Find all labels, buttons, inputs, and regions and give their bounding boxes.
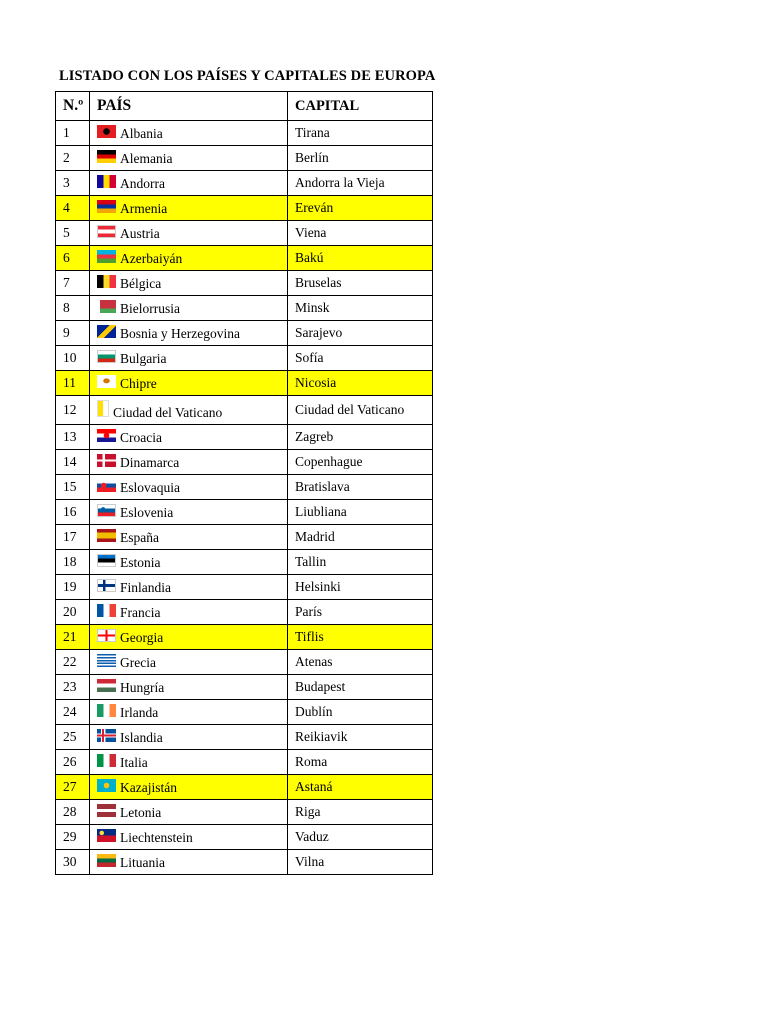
capital-cell: Ereván xyxy=(288,196,433,221)
table-row xyxy=(56,396,433,425)
country-cell xyxy=(90,825,288,850)
capital-cell: Reikiavik xyxy=(288,725,433,750)
cyprus-flag-icon xyxy=(97,375,116,388)
capital-cell: Roma xyxy=(288,750,433,775)
capital-cell: Copenhague xyxy=(288,450,433,475)
table-row xyxy=(56,775,433,800)
table-row xyxy=(56,271,433,296)
country-name: Estonia xyxy=(120,554,161,570)
country-cell xyxy=(90,700,288,725)
row-number: 7 xyxy=(56,271,90,296)
row-number: 24 xyxy=(56,700,90,725)
table-row xyxy=(56,425,433,450)
country-cell xyxy=(90,850,288,875)
country-cell xyxy=(90,525,288,550)
capital-cell: Ciudad del Vaticano xyxy=(288,396,433,425)
row-number: 2 xyxy=(56,146,90,171)
country-cell xyxy=(90,271,288,296)
country-cell xyxy=(90,246,288,271)
table-row xyxy=(56,675,433,700)
albania-flag-icon xyxy=(97,125,116,138)
row-number: 16 xyxy=(56,500,90,525)
row-number: 28 xyxy=(56,800,90,825)
armenia-flag-icon xyxy=(97,200,116,213)
table-row xyxy=(56,121,433,146)
table-row xyxy=(56,246,433,271)
capital-cell: Madrid xyxy=(288,525,433,550)
country-name: Croacia xyxy=(120,429,162,445)
table-row xyxy=(56,725,433,750)
row-number: 18 xyxy=(56,550,90,575)
country-name: Bosnia y Herzegovina xyxy=(120,325,240,341)
hungary-flag-icon xyxy=(97,679,116,692)
capital-cell: Vilna xyxy=(288,850,433,875)
capital-cell: Minsk xyxy=(288,296,433,321)
table-row xyxy=(56,500,433,525)
country-name: Ciudad del Vaticano xyxy=(113,404,223,420)
capital-cell: Liubliana xyxy=(288,500,433,525)
iceland-flag-icon xyxy=(97,729,116,742)
germany-flag-icon xyxy=(97,150,116,163)
row-number: 29 xyxy=(56,825,90,850)
header-capital: CAPITAL xyxy=(288,92,433,121)
country-name: Chipre xyxy=(120,375,157,391)
table-row xyxy=(56,171,433,196)
country-name: Letonia xyxy=(120,804,162,820)
andorra-flag-icon xyxy=(97,175,116,188)
country-cell xyxy=(90,221,288,246)
capital-cell: Bruselas xyxy=(288,271,433,296)
vatican-flag-icon xyxy=(97,400,109,417)
italy-flag-icon xyxy=(97,754,116,767)
row-number: 17 xyxy=(56,525,90,550)
spain-flag-icon xyxy=(97,529,116,542)
croatia-flag-icon xyxy=(97,429,116,442)
row-number: 20 xyxy=(56,600,90,625)
country-name: Dinamarca xyxy=(120,454,180,470)
table-row xyxy=(56,371,433,396)
capital-cell: Tirana xyxy=(288,121,433,146)
capital-cell: Dublín xyxy=(288,700,433,725)
capital-cell: Bratislava xyxy=(288,475,433,500)
table-row xyxy=(56,550,433,575)
country-cell xyxy=(90,146,288,171)
country-name: Azerbaiyán xyxy=(120,250,183,266)
country-cell xyxy=(90,625,288,650)
country-name: Liechtenstein xyxy=(120,829,193,845)
row-number: 12 xyxy=(56,396,90,425)
country-cell xyxy=(90,296,288,321)
header-country: PAÍS xyxy=(90,92,288,121)
table-row xyxy=(56,296,433,321)
table-row xyxy=(56,146,433,171)
estonia-flag-icon xyxy=(97,554,116,567)
country-name: Andorra xyxy=(120,175,165,191)
capital-cell: Andorra la Vieja xyxy=(288,171,433,196)
country-cell xyxy=(90,600,288,625)
country-cell xyxy=(90,475,288,500)
capital-cell: Berlín xyxy=(288,146,433,171)
country-name: España xyxy=(120,529,159,545)
row-number: 27 xyxy=(56,775,90,800)
capital-cell: Bakú xyxy=(288,246,433,271)
country-cell xyxy=(90,500,288,525)
capital-cell: París xyxy=(288,600,433,625)
country-cell xyxy=(90,575,288,600)
country-name: Lituania xyxy=(120,854,165,870)
belgium-flag-icon xyxy=(97,275,116,288)
table-row xyxy=(56,825,433,850)
liechtenstein-flag-icon xyxy=(97,829,116,842)
kazakhstan-flag-icon xyxy=(97,779,116,792)
georgia-flag-icon xyxy=(97,629,116,642)
azerbaijan-flag-icon xyxy=(97,250,116,263)
countries-table xyxy=(55,91,433,875)
country-cell xyxy=(90,450,288,475)
capital-cell: Budapest xyxy=(288,675,433,700)
table-header-row xyxy=(56,92,433,121)
table-row xyxy=(56,700,433,725)
finland-flag-icon xyxy=(97,579,116,592)
capital-cell: Tallin xyxy=(288,550,433,575)
row-number: 11 xyxy=(56,371,90,396)
country-name: Armenia xyxy=(120,200,168,216)
capital-cell: Sarajevo xyxy=(288,321,433,346)
table-row xyxy=(56,475,433,500)
capital-cell: Helsinki xyxy=(288,575,433,600)
country-name: Hungría xyxy=(120,679,165,695)
page-title: LISTADO CON LOS PAÍSES Y CAPITALES DE EUROPA xyxy=(59,68,436,84)
row-number: 6 xyxy=(56,246,90,271)
country-cell xyxy=(90,425,288,450)
capital-cell: Sofía xyxy=(288,346,433,371)
country-name: Albania xyxy=(120,125,163,141)
row-number: 8 xyxy=(56,296,90,321)
ireland-flag-icon xyxy=(97,704,116,717)
country-name: Italia xyxy=(120,754,148,770)
capital-cell: Nicosia xyxy=(288,371,433,396)
country-cell xyxy=(90,775,288,800)
capital-cell: Atenas xyxy=(288,650,433,675)
row-number: 1 xyxy=(56,121,90,146)
country-cell xyxy=(90,550,288,575)
country-name: Bulgaria xyxy=(120,350,167,366)
row-number: 30 xyxy=(56,850,90,875)
row-number: 19 xyxy=(56,575,90,600)
table-row xyxy=(56,850,433,875)
row-number: 26 xyxy=(56,750,90,775)
country-cell xyxy=(90,800,288,825)
belarus-flag-icon xyxy=(97,300,116,313)
country-cell xyxy=(90,321,288,346)
table-row xyxy=(56,800,433,825)
country-cell xyxy=(90,121,288,146)
country-cell xyxy=(90,650,288,675)
row-number: 15 xyxy=(56,475,90,500)
table-row xyxy=(56,650,433,675)
capital-cell: Riga xyxy=(288,800,433,825)
header-number: N.º xyxy=(56,92,90,121)
country-name: Alemania xyxy=(120,150,173,166)
country-name: Georgia xyxy=(120,629,164,645)
latvia-flag-icon xyxy=(97,804,116,817)
row-number: 4 xyxy=(56,196,90,221)
capital-cell: Vaduz xyxy=(288,825,433,850)
greece-flag-icon xyxy=(97,654,116,667)
country-name: Eslovenia xyxy=(120,504,174,520)
table-row xyxy=(56,600,433,625)
country-name: Francia xyxy=(120,604,161,620)
table-row xyxy=(56,450,433,475)
row-number: 9 xyxy=(56,321,90,346)
row-number: 23 xyxy=(56,675,90,700)
table-row xyxy=(56,750,433,775)
row-number: 22 xyxy=(56,650,90,675)
lithuania-flag-icon xyxy=(97,854,116,867)
table-row xyxy=(56,221,433,246)
row-number: 21 xyxy=(56,625,90,650)
slovakia-flag-icon xyxy=(97,479,116,492)
country-name: Grecia xyxy=(120,654,156,670)
country-name: Islandia xyxy=(120,729,163,745)
denmark-flag-icon xyxy=(97,454,116,467)
row-number: 14 xyxy=(56,450,90,475)
country-cell xyxy=(90,675,288,700)
country-name: Bielorrusia xyxy=(120,300,180,316)
table-row xyxy=(56,625,433,650)
country-name: Kazajistán xyxy=(120,779,177,795)
country-cell xyxy=(90,346,288,371)
table-row xyxy=(56,321,433,346)
row-number: 3 xyxy=(56,171,90,196)
capital-cell: Astaná xyxy=(288,775,433,800)
row-number: 5 xyxy=(56,221,90,246)
table-row xyxy=(56,525,433,550)
row-number: 25 xyxy=(56,725,90,750)
country-name: Bélgica xyxy=(120,275,162,291)
capital-cell: Zagreb xyxy=(288,425,433,450)
country-cell xyxy=(90,371,288,396)
country-name: Austria xyxy=(120,225,160,241)
country-name: Irlanda xyxy=(120,704,159,720)
france-flag-icon xyxy=(97,604,116,617)
country-cell xyxy=(90,396,288,425)
slovenia-flag-icon xyxy=(97,504,116,517)
capital-cell: Tiflis xyxy=(288,625,433,650)
country-cell xyxy=(90,196,288,221)
country-name: Eslovaquia xyxy=(120,479,180,495)
capital-cell: Viena xyxy=(288,221,433,246)
table-row xyxy=(56,196,433,221)
bulgaria-flag-icon xyxy=(97,350,116,363)
table-row xyxy=(56,346,433,371)
country-name: Finlandia xyxy=(120,579,171,595)
table-row xyxy=(56,575,433,600)
bosnia-flag-icon xyxy=(97,325,116,338)
country-cell xyxy=(90,725,288,750)
row-number: 13 xyxy=(56,425,90,450)
country-cell xyxy=(90,750,288,775)
country-cell xyxy=(90,171,288,196)
row-number: 10 xyxy=(56,346,90,371)
austria-flag-icon xyxy=(97,225,116,238)
